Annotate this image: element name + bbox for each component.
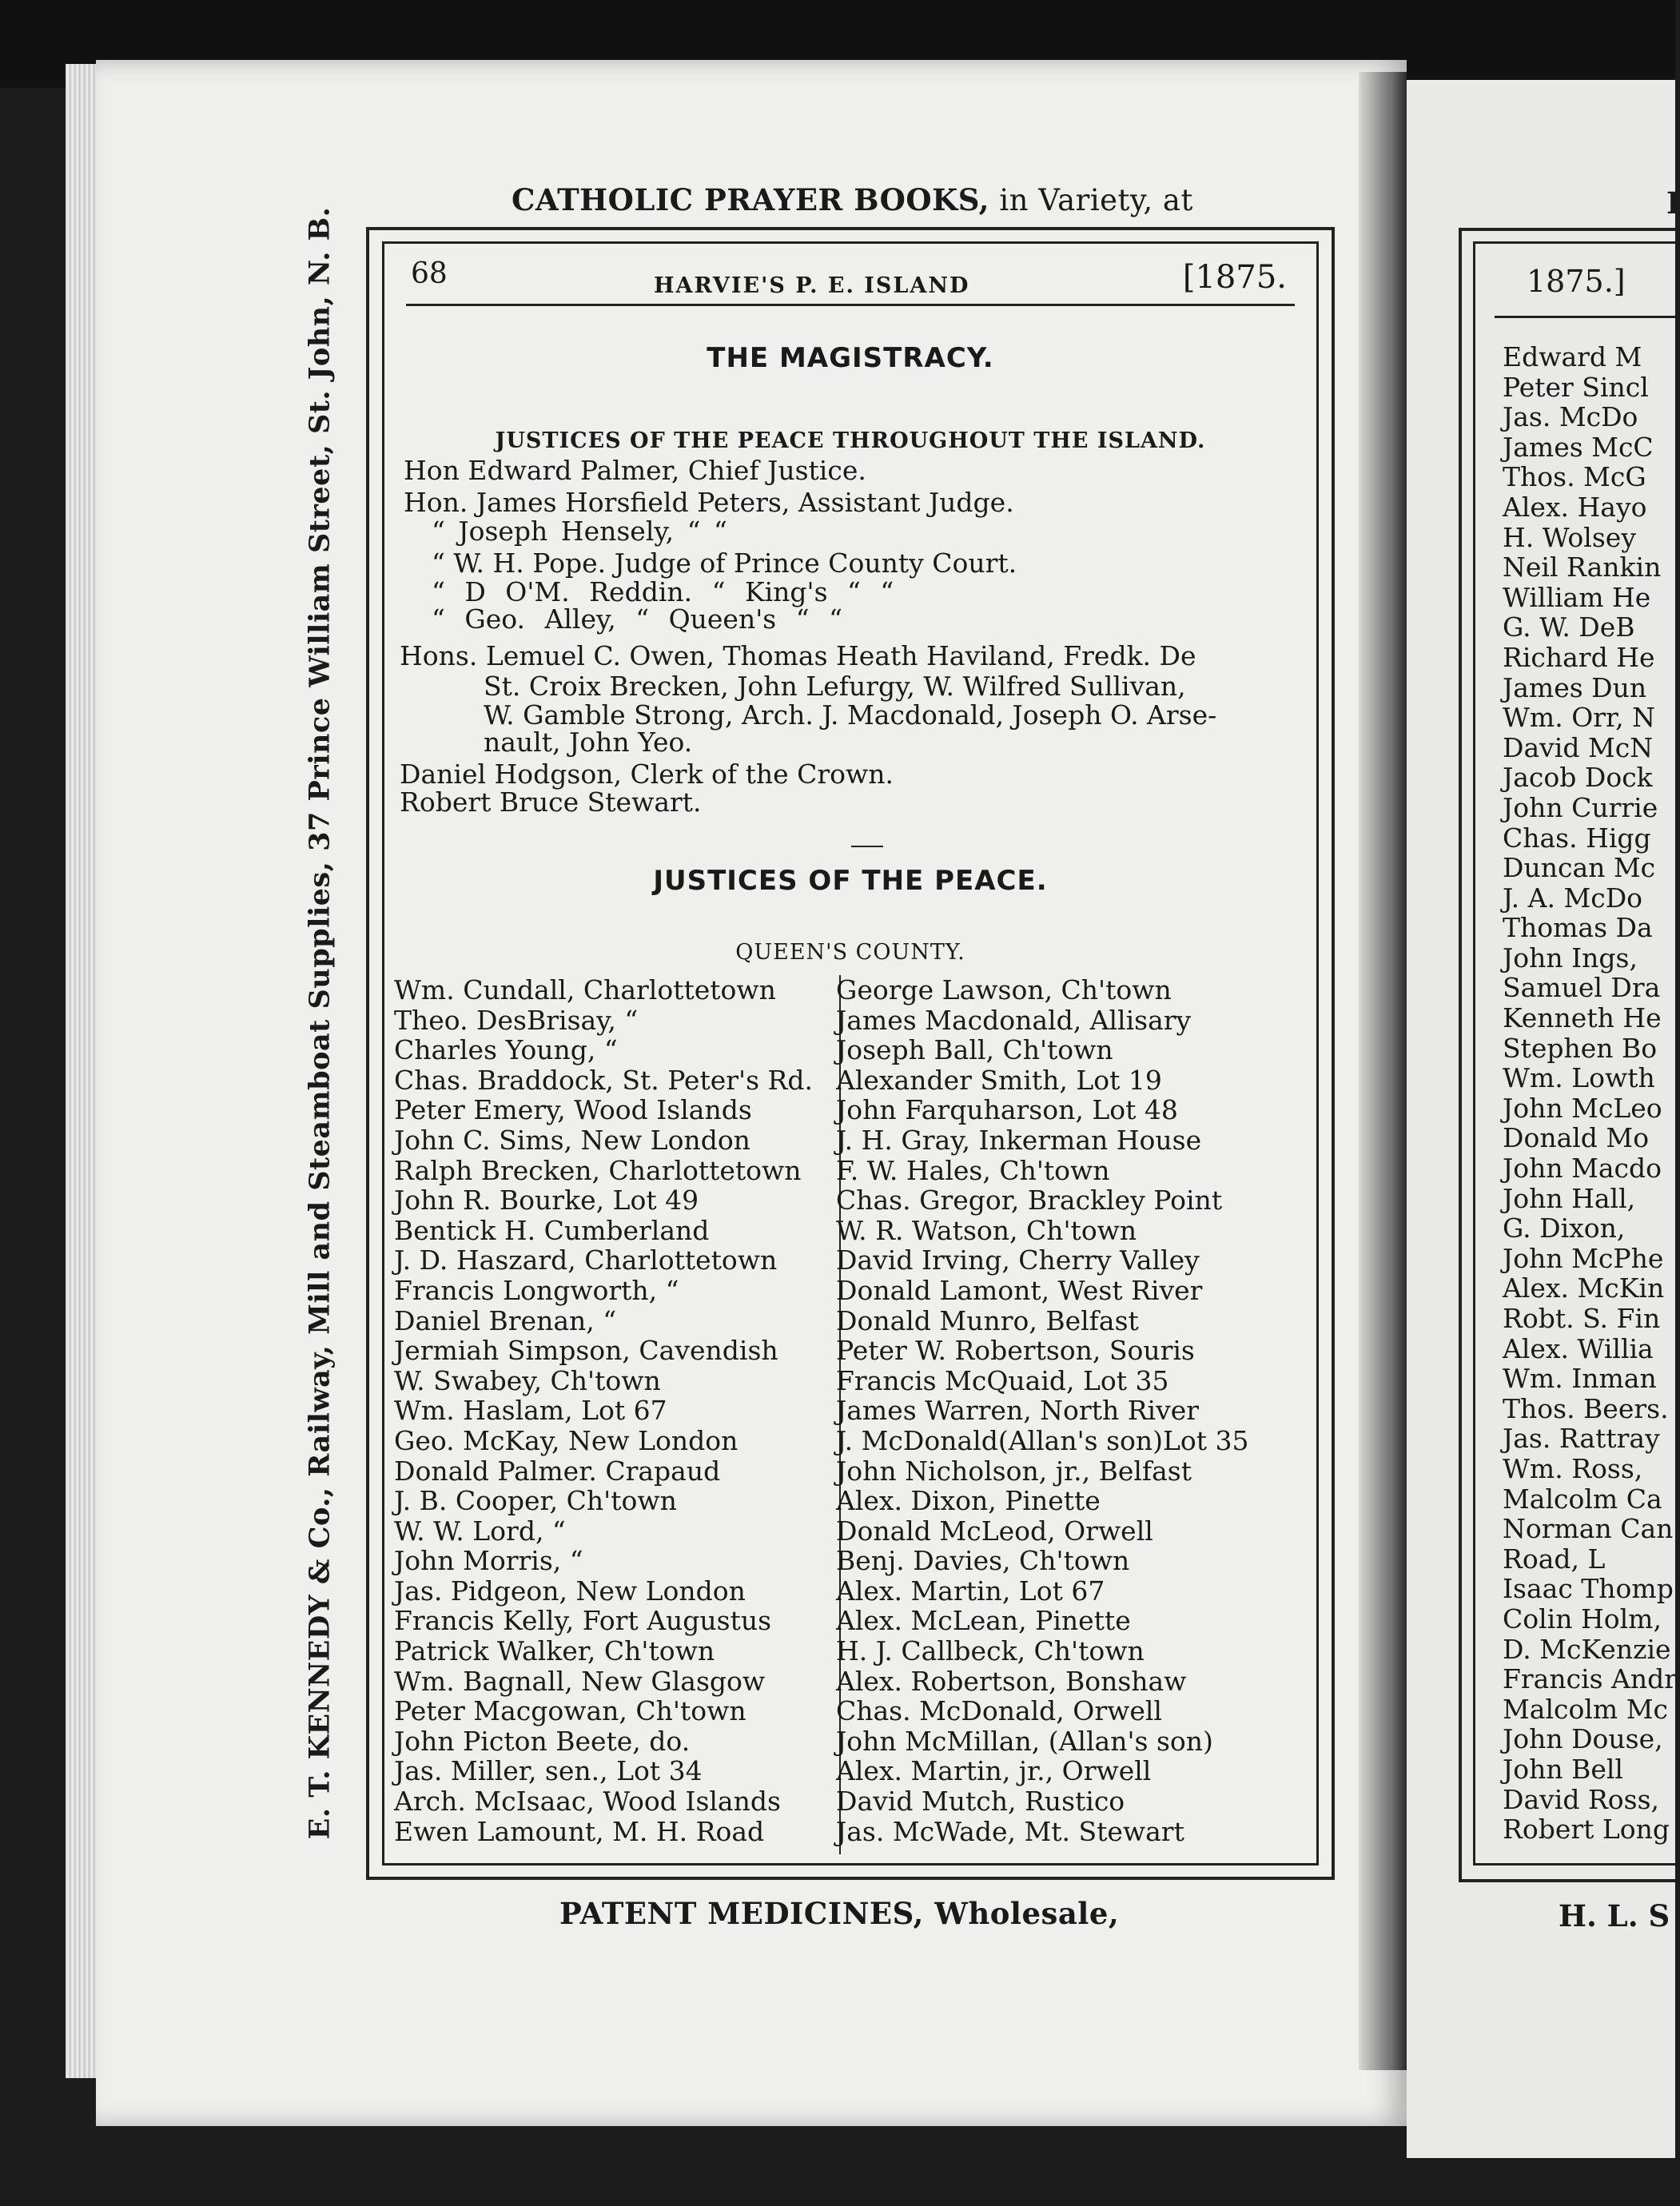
facing-page-top-letter: I	[1666, 185, 1680, 221]
justice-entry: Benj. Davies, Ch'town	[836, 1545, 1130, 1577]
facing-entry: D. McKenzie	[1503, 1633, 1671, 1665]
magistracy-line: W. Gamble Strong, Arch. J. Macdonald, Joseph O. Arse-	[484, 699, 1217, 731]
magistracy-line: “ D O'M. Reddin. “ King's “ “	[432, 576, 894, 607]
facing-entry: Jacob Dock	[1503, 762, 1653, 794]
facing-page-header-rule	[1495, 316, 1675, 318]
justice-entry: John Nicholson, jr., Belfast	[836, 1455, 1192, 1487]
facing-entry: James McC	[1503, 431, 1654, 463]
justice-entry: Wm. Cundall, Charlottetown	[394, 974, 776, 1005]
justice-entry: Peter Macgowan, Ch'town	[394, 1695, 746, 1727]
running-header-top	[0, 182, 1551, 217]
justice-entry: Wm. Haslam, Lot 67	[394, 1395, 667, 1427]
facing-entry: J. A. McDo	[1503, 882, 1643, 914]
facing-page-year: 1875.]	[1527, 264, 1626, 299]
facing-entry: Duncan Mc	[1503, 852, 1656, 884]
justice-entry: David Mutch, Rustico	[836, 1786, 1125, 1818]
facing-entry: G. Dixon,	[1503, 1213, 1626, 1244]
justice-entry: Donald Palmer. Crapaud	[394, 1455, 721, 1487]
facing-entry: John Hall,	[1503, 1182, 1636, 1214]
justice-entry: Alex. Robertson, Bonshaw	[836, 1665, 1187, 1697]
facing-entry: John Macdo	[1503, 1153, 1662, 1185]
facing-entry: Samuel Dra	[1503, 972, 1661, 1004]
justice-entry: John C. Sims, New London	[394, 1124, 750, 1156]
facing-entry: G. W. DeB	[1503, 611, 1635, 643]
justice-entry: Alexander Smith, Lot 19	[836, 1064, 1162, 1096]
page-number: 68	[411, 257, 448, 290]
section-rule	[851, 846, 883, 847]
magistracy-line: Hon Edward Palmer, Chief Justice.	[404, 455, 866, 486]
facing-entry: David Ross,	[1503, 1783, 1660, 1815]
facing-entry: Alex. Hayo	[1503, 491, 1647, 523]
justice-entry: Patrick Walker, Ch'town	[394, 1635, 715, 1667]
facing-entry: James Dun	[1503, 671, 1647, 703]
justice-entry: Jermiah Simpson, Cavendish	[394, 1335, 778, 1367]
justice-entry: Theo. DesBrisay, “	[394, 1004, 639, 1036]
justice-entry: Joseph Ball, Ch'town	[836, 1034, 1113, 1066]
facing-entry: John McPhe	[1503, 1242, 1664, 1274]
facing-entry: John Currie	[1503, 791, 1658, 823]
facing-entry: Thos. Beers.	[1503, 1392, 1669, 1424]
justices-title: JUSTICES OF THE PEACE.	[653, 865, 1048, 897]
justice-entry: Alex. McLean, Pinette	[836, 1605, 1131, 1637]
justice-entry: David Irving, Cherry Valley	[836, 1244, 1200, 1276]
justice-entry: Jas. McWade, Mt. Stewart	[836, 1815, 1184, 1847]
justice-entry: Alex. Dixon, Pinette	[836, 1485, 1101, 1517]
justice-entry: W. Swabey, Ch'town	[394, 1364, 661, 1396]
magistracy-line: Daniel Hodgson, Clerk of the Crown.	[400, 759, 894, 790]
justice-entry: Francis McQuaid, Lot 35	[836, 1364, 1169, 1396]
county-heading: QUEEN'S COUNTY.	[735, 940, 965, 965]
facing-entry: Wm. Inman	[1503, 1363, 1657, 1395]
running-footer-bottom: PATENT MEDICINES, Wholesale,	[559, 1896, 1120, 1931]
facing-entry: John Douse,	[1503, 1723, 1663, 1755]
running-head: HARVIE'S P. E. ISLAND	[654, 273, 970, 298]
facing-entry: H. Wolsey	[1503, 521, 1636, 553]
magistracy-line: “ Joseph Hensely, “ “	[432, 516, 727, 547]
facing-entry: Neil Rankin	[1503, 552, 1662, 583]
facing-entry: John Ings,	[1503, 942, 1638, 974]
magistracy-subtitle: JUSTICES OF THE PEACE THROUGHOUT THE ISLAND.	[495, 428, 1206, 453]
facing-entry: Thos. McG	[1503, 461, 1646, 493]
magistracy-title: THE MAGISTRACY.	[707, 342, 994, 374]
justice-entry: H. J. Callbeck, Ch'town	[836, 1635, 1145, 1667]
justice-entry: Chas. Gregor, Brackley Point	[836, 1185, 1223, 1216]
facing-entry: Isaac Thomp	[1503, 1573, 1674, 1605]
facing-entry: Thomas Da	[1503, 912, 1653, 944]
justice-entry: W. W. Lord, “	[394, 1515, 566, 1547]
facing-entry: Chas. Higg	[1503, 822, 1651, 854]
facing-entry: Alex. Willia	[1503, 1332, 1654, 1364]
justice-entry: Chas. McDonald, Orwell	[836, 1695, 1162, 1727]
facing-entry: John McLeo	[1503, 1092, 1662, 1124]
justice-entry: James Macdonald, Allisary	[836, 1004, 1192, 1036]
book-gutter	[1359, 72, 1407, 2070]
justice-entry: Alex. Martin, jr., Orwell	[836, 1755, 1152, 1787]
facing-entry: Malcolm Mc	[1503, 1693, 1668, 1725]
facing-entry: Road, L	[1503, 1543, 1606, 1575]
facing-entry: Stephen Bo	[1503, 1032, 1658, 1064]
justice-entry: Chas. Braddock, St. Peter's Rd.	[394, 1064, 813, 1096]
justice-entry: F. W. Hales, Ch'town	[836, 1154, 1110, 1186]
justice-entry: J. H. Gray, Inkerman House	[836, 1124, 1202, 1156]
justice-entry: Jas. Pidgeon, New London	[394, 1575, 746, 1607]
justice-entry: John Morris, “	[394, 1545, 583, 1577]
justice-entry: Bentick H. Cumberland	[394, 1214, 710, 1246]
facing-entry: Richard He	[1503, 641, 1655, 673]
justice-entry: Ewen Lamount, M. H. Road	[394, 1815, 765, 1847]
facing-entry: Jas. McDo	[1503, 401, 1638, 433]
magistracy-line: Robert Bruce Stewart.	[400, 786, 702, 818]
justice-entry: Donald McLeod, Orwell	[836, 1515, 1153, 1547]
justices-right-column	[836, 975, 1249, 1846]
facing-entry: Francis Andr	[1503, 1663, 1678, 1695]
magistracy-line: Hon. James Horsfield Peters, Assistant Judge.	[404, 487, 1014, 518]
facing-entry: Alex. McKin	[1503, 1272, 1665, 1304]
justice-entry: Peter W. Robertson, Souris	[836, 1335, 1195, 1367]
justice-entry: Peter Emery, Wood Islands	[394, 1094, 752, 1126]
justice-entry: John McMillan, (Allan's son)	[836, 1725, 1213, 1757]
side-advertisement: E. T. KENNEDY & Co., Railway, Mill and Steamboat Supplies, 37 Prince William Street, St. John, N. B.	[303, 206, 336, 1840]
justice-entry: Francis Longworth, “	[394, 1274, 679, 1306]
justice-entry: John Picton Beete, do.	[394, 1725, 691, 1757]
facing-entry: Norman Can	[1503, 1513, 1674, 1545]
justice-entry: Daniel Brenan, “	[394, 1304, 617, 1336]
justice-entry: Alex. Martin, Lot 67	[836, 1575, 1105, 1607]
facing-entry: David McN	[1503, 731, 1654, 763]
facing-entry: William He	[1503, 581, 1651, 613]
facing-entry: Wm. Orr, N	[1503, 702, 1656, 734]
magistracy-line: nault, John Yeo.	[484, 727, 693, 758]
facing-entry: Wm. Ross,	[1503, 1452, 1643, 1484]
page-year: [1875.	[1182, 259, 1287, 296]
justices-left-column	[394, 975, 813, 1846]
facing-entry: Colin Holm,	[1503, 1603, 1662, 1635]
justice-entry: W. R. Watson, Ch'town	[836, 1214, 1137, 1246]
justice-entry: Charles Young, “	[394, 1034, 618, 1066]
justice-entry: Donald Munro, Belfast	[836, 1304, 1139, 1336]
facing-entry: Robert Long	[1503, 1814, 1670, 1846]
justice-entry: Jas. Miller, sen., Lot 34	[394, 1755, 703, 1787]
justice-entry: James Warren, North River	[836, 1395, 1200, 1427]
facing-entry: Peter Sincl	[1503, 371, 1649, 403]
facing-entry: Malcolm Ca	[1503, 1483, 1662, 1515]
magistracy-line: “ Geo. Alley, “ Queen's “ “	[432, 603, 842, 635]
magistracy-line: Hons. Lemuel C. Owen, Thomas Heath Haviland, Fredk. De	[400, 640, 1196, 671]
facing-entry: Robt. S. Fin	[1503, 1303, 1661, 1334]
justice-entry: J. McDonald(Allan's son)Lot 35	[836, 1424, 1249, 1456]
facing-entry: Jas. Rattray	[1503, 1423, 1660, 1455]
facing-page-column	[1503, 341, 1678, 1846]
facing-entry: Edward M	[1503, 341, 1642, 372]
facing-entry: Kenneth He	[1503, 1002, 1662, 1034]
running-header-normal: in Variety, at	[989, 183, 1193, 217]
justice-entry: John Farquharson, Lot 48	[836, 1094, 1178, 1126]
justice-entry: George Lawson, Ch'town	[836, 974, 1172, 1005]
justice-entry: Donald Lamont, West River	[836, 1274, 1203, 1306]
running-header-bold: CATHOLIC PRAYER BOOKS,	[512, 182, 990, 217]
justice-entry: Geo. McKay, New London	[394, 1424, 738, 1456]
justice-entry: John R. Bourke, Lot 49	[394, 1185, 699, 1216]
page-header	[406, 254, 1295, 306]
justice-entry: Wm. Bagnall, New Glasgow	[394, 1665, 766, 1697]
magistracy-line: “ W. H. Pope. Judge of Prince County Court.	[432, 548, 1017, 579]
justice-entry: Ralph Brecken, Charlottetown	[394, 1154, 802, 1186]
facing-page-footer: H. L. S	[1559, 1898, 1670, 1933]
justice-entry: Francis Kelly, Fort Augustus	[394, 1605, 772, 1637]
facing-entry: John Bell	[1503, 1753, 1623, 1785]
justice-entry: J. B. Cooper, Ch'town	[394, 1485, 677, 1517]
justice-entry: Arch. McIsaac, Wood Islands	[394, 1786, 781, 1818]
facing-entry: Donald Mo	[1503, 1122, 1650, 1154]
justice-entry: J. D. Haszard, Charlottetown	[394, 1244, 778, 1276]
magistracy-line: St. Croix Brecken, John Lefurgy, W. Wilfred Sullivan,	[484, 671, 1186, 702]
facing-entry: Wm. Lowth	[1503, 1062, 1655, 1094]
